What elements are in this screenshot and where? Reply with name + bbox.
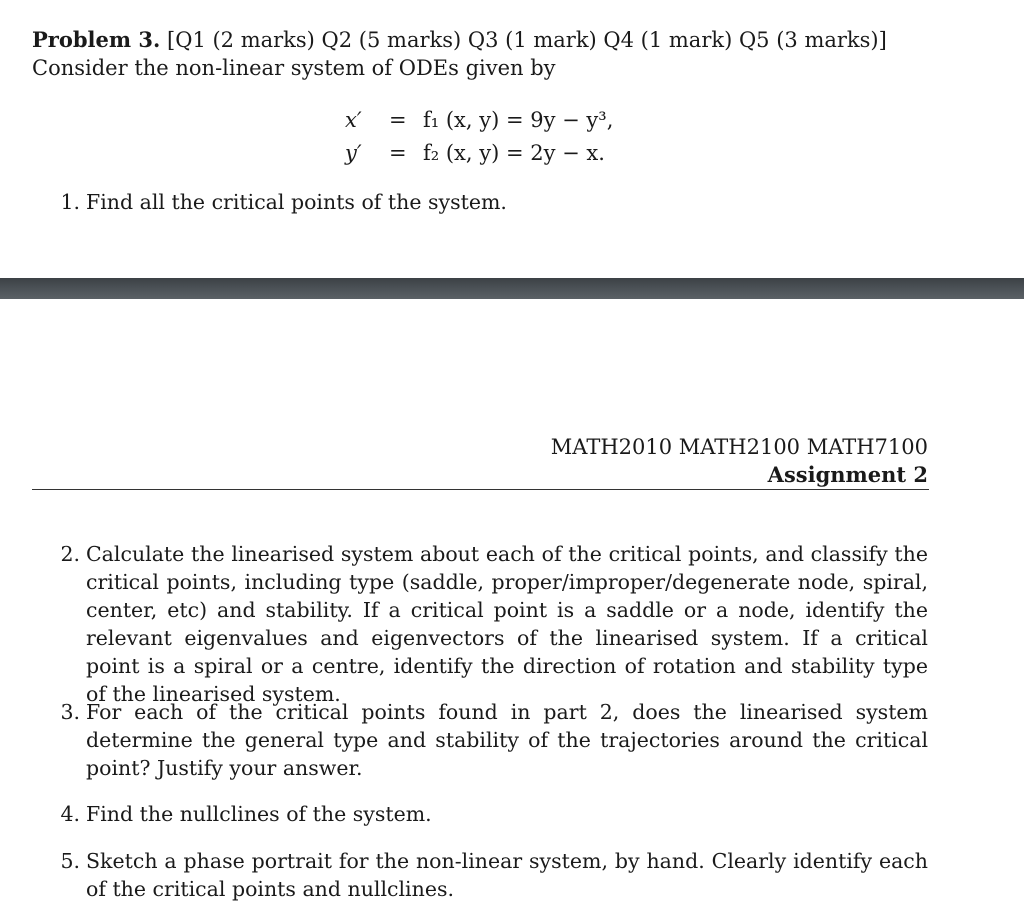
question-2: [56, 540, 928, 706]
header-rule: [32, 489, 929, 490]
question-number: 3.: [60, 700, 80, 724]
equation-rhs: f₁ (x, y) = 9y − y³,: [423, 108, 614, 132]
question-4: [56, 800, 928, 828]
problem-header: [32, 26, 887, 54]
question-text: Find all the critical points of the system.: [86, 190, 507, 214]
question-text: Find the nullclines of the system.: [86, 802, 432, 826]
equation-equals: =: [389, 141, 407, 165]
marks-breakdown: [Q1 (2 marks) Q2 (5 marks) Q3 (1 mark) Q4 (1 mark) Q5 (3 marks)]: [167, 28, 887, 52]
problem-label: Problem 3.: [32, 27, 161, 52]
question-number: 4.: [60, 802, 80, 826]
question-text: Sketch a phase portrait for the non-linear system, by hand. Clearly identify each of the critical points and nullclines.: [86, 849, 928, 901]
assignment-title: Assignment 2: [767, 462, 928, 487]
question-number: 5.: [60, 849, 80, 873]
question-3: [56, 698, 928, 782]
question-5: [56, 847, 928, 903]
equation-rhs: f₂ (x, y) = 2y − x.: [423, 141, 605, 165]
problem-intro: Consider the non-linear system of ODEs given by: [32, 56, 556, 80]
equation-equals: =: [389, 108, 407, 132]
course-codes: MATH2010 MATH2100 MATH7100: [550, 435, 928, 459]
question-text: Calculate the linearised system about each of the critical points, and classify the critical points, including type (saddle, proper/improper/degenerate node, spiral, center, etc) and stability. If a critical point is a saddle or a node, identify the relevant eigenvalues and eigenvectors of the linearised system. If a critical point is a spiral or a centre, identify the direction of rotation and stability type of the linearised system.: [86, 542, 928, 706]
question-1: [56, 188, 928, 216]
question-number: 1.: [60, 190, 80, 214]
question-text: For each of the critical points found in part 2, does the linearised system determine the general type and stability of the trajectories around the critical point? Justify your answer.: [86, 700, 928, 780]
page-separator: [0, 278, 1024, 299]
question-number: 2.: [60, 542, 80, 566]
page-fragment-top: [0, 0, 1024, 278]
equation-lhs: x′: [345, 108, 362, 132]
equation-lhs: y′: [345, 141, 362, 165]
